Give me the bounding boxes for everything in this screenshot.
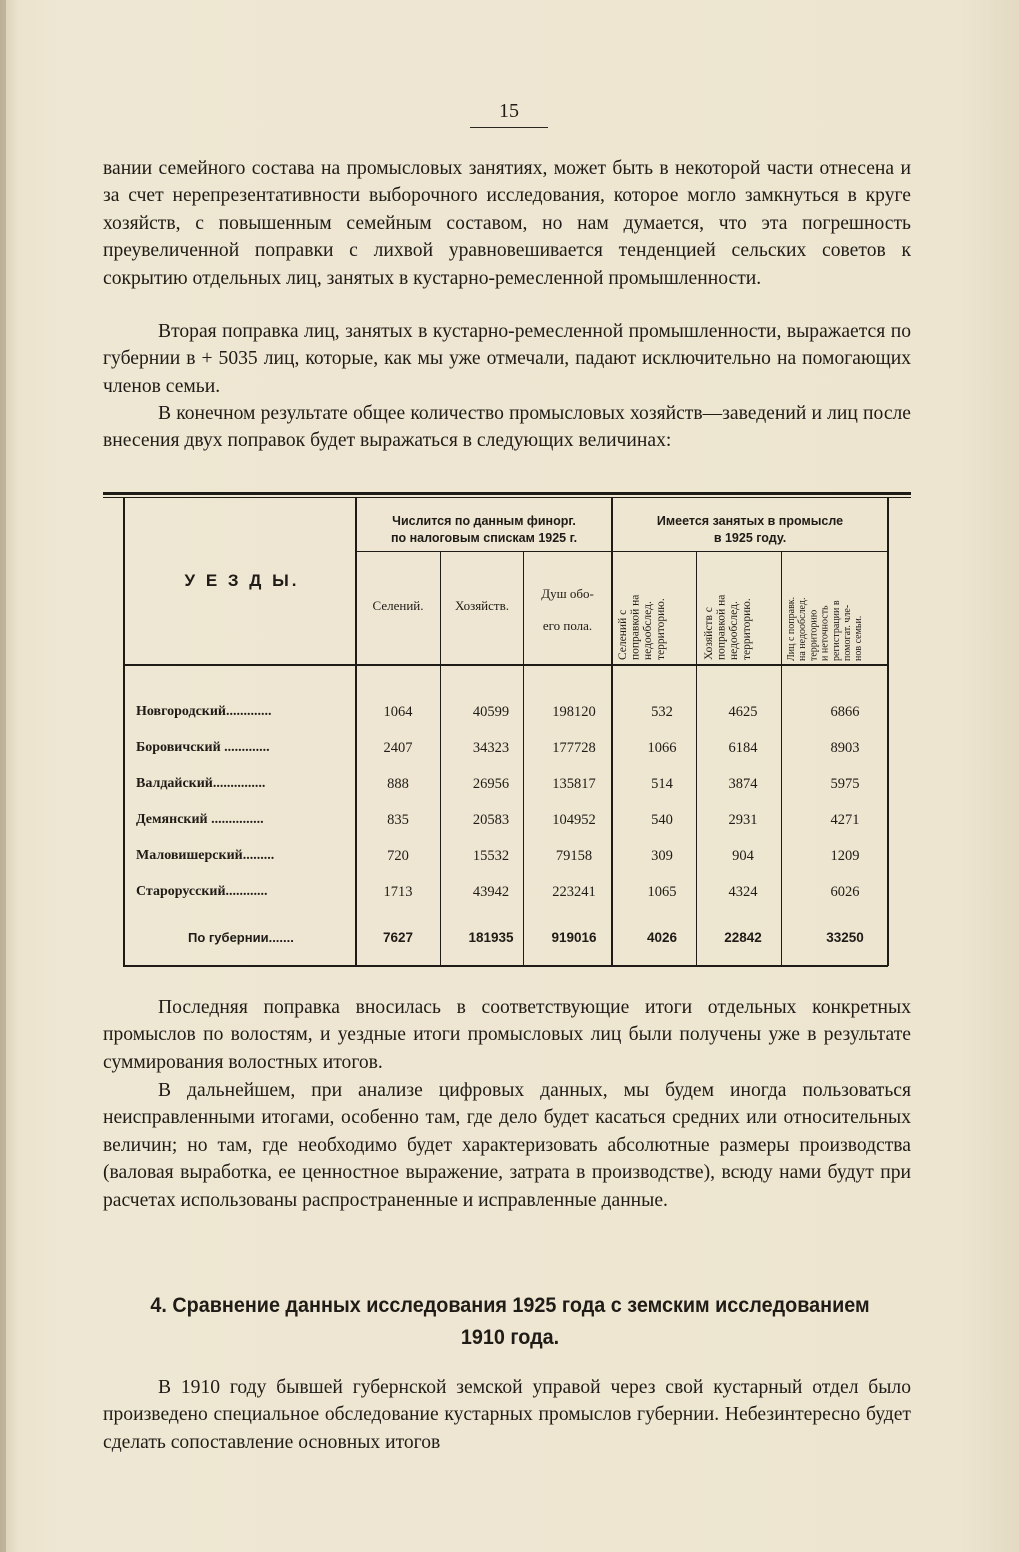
cell-total-hozyaystv-popravka: 22842 xyxy=(724,930,762,945)
cell-seleniy: 2407 xyxy=(383,740,413,756)
cell-hozyaystv: 15532 xyxy=(472,848,510,864)
row-uezd-name: Маловишерский......... xyxy=(136,848,275,863)
cell-hozyaystv: 43942 xyxy=(472,884,510,900)
cell-hozyaystv-popravka: 6184 xyxy=(728,740,758,756)
cell-dush: 135817 xyxy=(552,776,596,792)
cell-seleniy: 720 xyxy=(387,848,409,864)
cell-lits-popravka: 1209 xyxy=(830,848,860,864)
cell-hozyaystv-popravka: 4324 xyxy=(728,884,758,900)
section-heading-line1: 4. Сравнение данных исследования 1925 года с земским исследованием xyxy=(150,1293,870,1317)
cell-hozyaystv: 20583 xyxy=(472,812,510,828)
row-uezd-name: Старорусский............ xyxy=(136,884,268,899)
cell-total-lits-popravka: 33250 xyxy=(826,930,864,945)
cell-seleniy-popravka: 1066 xyxy=(647,740,677,756)
page-spine-shadow xyxy=(0,0,6,1552)
total-row-label: По губернии....... xyxy=(188,930,294,945)
cell-dush: 198120 xyxy=(552,704,596,720)
cell-hozyaystv-popravka: 2931 xyxy=(728,812,758,828)
section-heading-line2: 1910 года. xyxy=(460,1325,560,1349)
col-header-hozyaystv-popravka: Хозяйств с поправкой на недообслед. территорию. xyxy=(703,594,753,660)
cell-lits-popravka: 5975 xyxy=(830,776,860,792)
cell-hozyaystv-popravka: 904 xyxy=(732,848,754,864)
page-number: 15 xyxy=(470,100,548,128)
col-header-dush-2: его пола. xyxy=(542,618,593,633)
cell-total-seleniy-popravka: 4026 xyxy=(646,930,678,945)
cell-dush: 223241 xyxy=(552,884,596,900)
cell-hozyaystv-popravka: 3874 xyxy=(728,776,758,792)
row-uezd-name: Новгородский............. xyxy=(136,704,272,719)
cell-total-seleniy: 7627 xyxy=(382,930,414,945)
cell-seleniy: 835 xyxy=(387,812,409,828)
cell-hozyaystv-popravka: 4625 xyxy=(728,704,758,720)
cell-lits-popravka: 6866 xyxy=(830,704,860,720)
col-header-lits-popravka: Лиц с поправк. на недообслед. территорию и неточность регистрации в помогат. чле- нов семьи. xyxy=(786,596,865,661)
paragraph-1: вании семейного состава на промысловых занятиях, может быть в некоторой части отнесена и за счет нерепрезентативности выборочного исследования, которое могло замкнуться в круге хозяйств, с повышенным семейным составом, но нам думается, что эта погрешность преувеличенной поправки с лихвой уравновешивается тенденцией сельских советов к сокрытию отдельных лиц, занятых в кустарно-ремесленной промышленности. xyxy=(103,158,911,289)
row-uezd-name: Боровичский ............. xyxy=(136,740,270,755)
row-uezd-name: Демянский ............... xyxy=(136,812,264,827)
cell-lits-popravka: 8903 xyxy=(830,740,860,756)
paragraph-2: Вторая поправка лиц, занятых в кустарно-ремесленной промышленности, выражается по губернии в + 5035 лиц, которые, как мы уже отмечали, падают исключительно на помогающих членов семьи. xyxy=(103,321,911,397)
cell-seleniy: 1713 xyxy=(383,884,413,900)
group1-header-line2: по налоговым спискам 1925 г. xyxy=(390,531,578,545)
cell-seleniy-popravka: 309 xyxy=(651,848,673,864)
col-header-dush-1: Душ обо- xyxy=(541,586,594,601)
cell-lits-popravka: 4271 xyxy=(830,812,860,828)
cell-dush: 104952 xyxy=(552,812,596,828)
cell-seleniy: 888 xyxy=(387,776,409,792)
cell-lits-popravka: 6026 xyxy=(830,884,860,900)
cell-seleniy-popravka: 532 xyxy=(651,704,673,720)
cell-dush: 177728 xyxy=(552,740,596,756)
group2-header-line2: в 1925 году. xyxy=(713,531,787,545)
row-uezd-name: Валдайский............... xyxy=(136,776,266,791)
col-header-seleniy-popravka: Селений с поправкой на недообслед. территорию. xyxy=(617,594,667,660)
col-header-hozyaystv: Хозяйств. xyxy=(455,598,509,613)
cell-hozyaystv: 26956 xyxy=(472,776,510,792)
cell-total-dush: 919016 xyxy=(551,930,597,945)
col-header-seleniy: Селений. xyxy=(372,598,424,613)
paragraph-6: В 1910 году бывшей губернской земской управой через свой кустарный отдел было произведено специальное обследование кустарных промыслов губернии. Небезинтересно будет сделать сопоставление основных итогов xyxy=(103,1377,911,1453)
cell-total-hozyaystv: 181935 xyxy=(468,930,514,945)
section-heading xyxy=(128,1289,892,1353)
cell-seleniy-popravka: 514 xyxy=(651,776,673,792)
paragraph-5: В дальнейшем, при анализе цифровых данных, мы будем иногда пользоваться неисправленными итогами, особенно там, где дело будет касаться средних или относительных величин; но там, где необходимо будет характеризовать абсолютные размеры производства (валовая выработка, ее ценностное выражение, затрата в производстве), всюду нами будут при расчетах использованы распространенные и исправленные данные. xyxy=(103,1080,911,1211)
paragraph-4: Последняя поправка вносилась в соответствующие итоги отдельных конкретных промыслов по волостям, и уездные итоги промысловых лиц были получены уже в результате суммирования волостных итогов. xyxy=(103,997,911,1073)
group2-header-line1: Имеется занятых в промысле xyxy=(656,514,844,528)
cell-dush: 79158 xyxy=(555,848,593,864)
uezdy-header: У Е З Д Ы. xyxy=(184,571,300,590)
paragraph-3: В конечном результате общее количество промысловых хозяйств—заведений и лиц после внесения двух поправок будет выражаться в следующих величинах: xyxy=(103,403,911,452)
group1-header-line1: Числится по данным финорг. xyxy=(392,514,576,528)
cell-seleniy-popravka: 540 xyxy=(651,812,673,828)
cell-seleniy: 1064 xyxy=(383,704,413,720)
cell-hozyaystv: 40599 xyxy=(472,704,510,720)
cell-hozyaystv: 34323 xyxy=(472,740,510,756)
cell-seleniy-popravka: 1065 xyxy=(647,884,677,900)
